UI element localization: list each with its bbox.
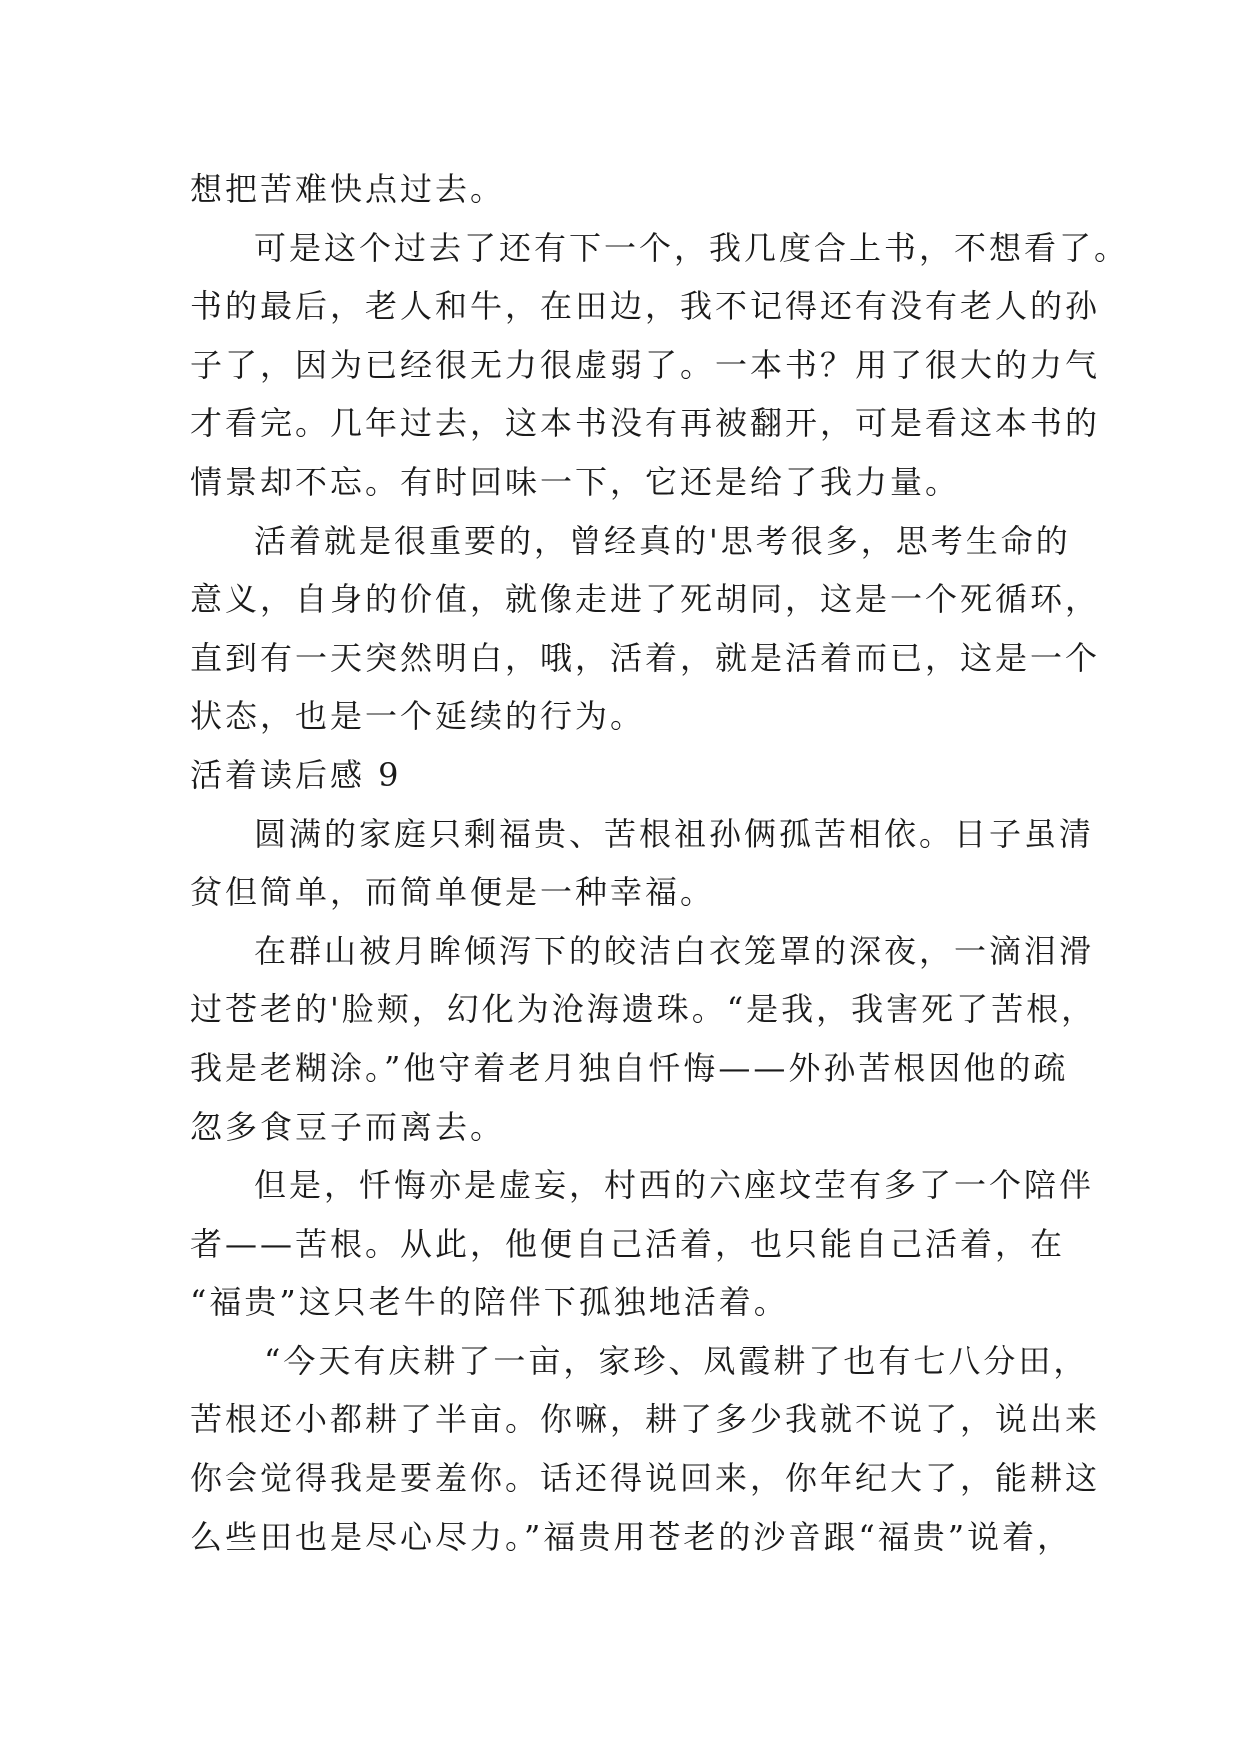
text-line: 苦根还小都耕了半亩。你嘛，耕了多少我就不说了，说出来 — [190, 1400, 1101, 1439]
text-line: 在群山被月眸倾泻下的皎洁白衣笼罩的深夜，一滴泪滑 — [254, 931, 1095, 970]
text-line: 圆满的家庭只剩福贵、苦根祖孙俩孤苦相依。日子虽清 — [254, 814, 1095, 853]
text-line: 子了，因为已经很无力很虚弱了。一本书？用了很大的力气 — [190, 345, 1101, 384]
text-line: 过苍老的'脸颊，幻化为沧海遗珠。“是我，我害死了苦根， — [190, 990, 1097, 1029]
text-line: 贫但简单，而简单便是一种幸福。 — [190, 873, 716, 912]
text-line: 状态，也是一个延续的行为。 — [190, 697, 646, 736]
text-line: 书的最后，老人和牛，在田边，我不记得还有没有老人的孙 — [190, 287, 1101, 326]
text-line: 忽多食豆子而离去。 — [190, 1107, 506, 1146]
text-line: “福贵”这只老牛的陪伴下孤独地活着。 — [190, 1283, 789, 1322]
body-text — [190, 160, 1130, 1566]
text-line: 意义，自身的价值，就像走进了死胡同，这是一个死循环， — [190, 580, 1101, 619]
text-line: 可是这个过去了还有下一个，我几度合上书，不想看了。 — [254, 228, 1130, 267]
section-heading: 活着读后感 9 — [190, 755, 402, 794]
text-line: 直到有一天突然明白，哦，活着，就是活着而已，这是一个 — [190, 638, 1101, 677]
text-line: 想把苦难快点过去。 — [190, 170, 506, 208]
text-line: 么些田也是尽心尽力。”福贵用苍老的沙音跟“福贵”说着， — [190, 1517, 1073, 1556]
text-line: 我是老糊涂。”他守着老月独自忏悔——外孙苦根因他的疏 — [190, 1048, 1069, 1087]
text-line: 你会觉得我是要羞你。话还得说回来，你年纪大了，能耕这 — [190, 1459, 1101, 1498]
text-line: “今天有庆耕了一亩，家珍、凤霞耕了也有七八分田， — [264, 1341, 1089, 1380]
text-line: 但是，忏悔亦是虚妄，村西的六座坟茔有多了一个陪伴 — [254, 1166, 1095, 1205]
text-line: 才看完。几年过去，这本书没有再被翻开，可是看这本书的 — [190, 404, 1101, 443]
text-line: 情景却不忘。有时回味一下，它还是给了我力量。 — [190, 462, 961, 501]
text-line: 者——苦根。从此，他便自己活着，也只能自己活着，在 — [190, 1224, 1066, 1263]
text-line: 活着就是很重要的，曾经真的'思考很多，思考生命的 — [254, 521, 1071, 560]
